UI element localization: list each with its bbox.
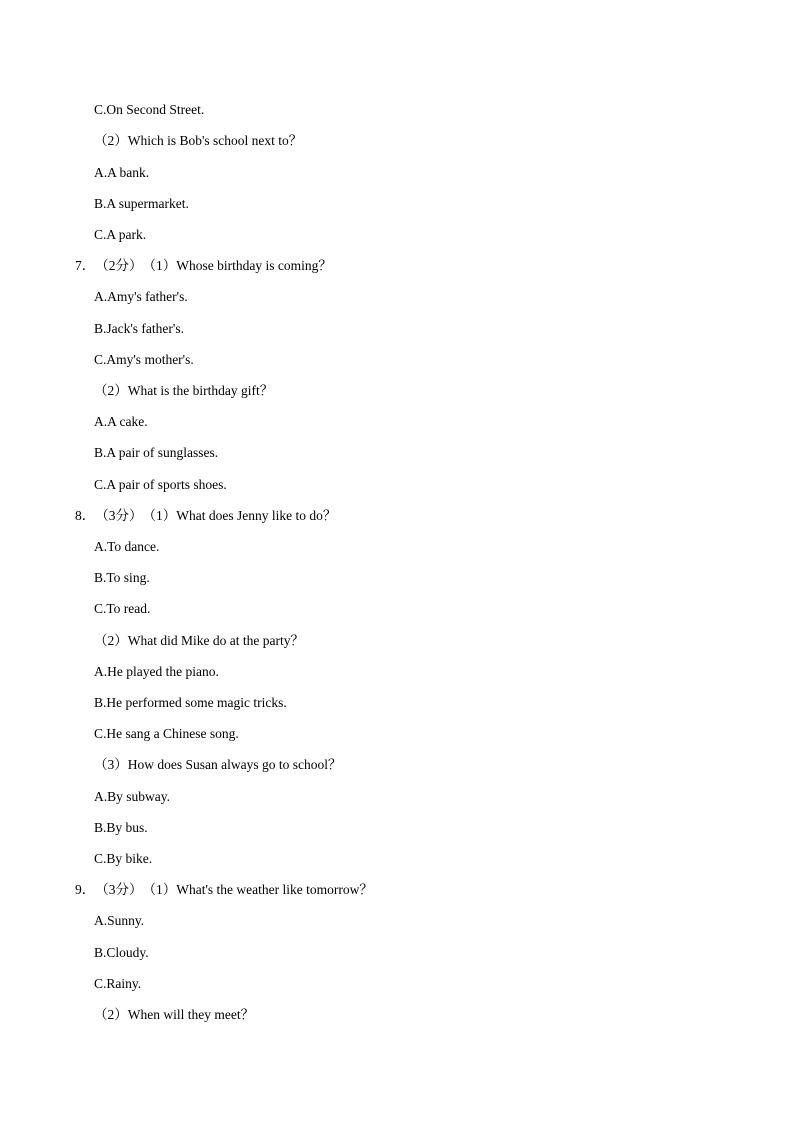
option-a-q9-1: A.Sunny. [94, 913, 145, 928]
option-c-q8-2: C.He sang a Chinese song. [94, 726, 239, 741]
question-8-heading [75, 507, 336, 525]
option-c-q7-2: C.A pair of sports shoes. [94, 477, 227, 492]
option-b-q7-1: B.Jack's father's. [94, 321, 184, 336]
option-c-q6-1: C.On Second Street. [94, 102, 205, 117]
question-number: 8． [75, 508, 96, 523]
option-a-q8-3: A.By subway. [94, 789, 170, 804]
question-9-part-1: （1）What's the weather like tomorrow？ [142, 882, 373, 897]
option-b-q9-1: B.Cloudy. [94, 945, 149, 960]
question-score: （2分） [95, 258, 143, 273]
option-b-q6-2: B.A supermarket. [94, 196, 189, 211]
option-a-q7-1: A.Amy's father's. [94, 289, 188, 304]
question-8-part-2: （2）What did Mike do at the party？ [94, 633, 304, 648]
question-7-heading [75, 257, 332, 275]
option-a-q8-1: A.To dance. [94, 539, 160, 554]
option-a-q8-2: A.He played the piano. [94, 664, 219, 679]
question-score: （3分） [95, 882, 143, 897]
option-b-q8-2: B.He performed some magic tricks. [94, 695, 287, 710]
option-c-q8-3: C.By bike. [94, 851, 153, 866]
option-b-q7-2: B.A pair of sunglasses. [94, 445, 219, 460]
question-score: （3分） [95, 508, 143, 523]
question-6-part-2: （2）Which is Bob's school next to？ [94, 133, 303, 148]
option-b-q8-1: B.To sing. [94, 570, 150, 585]
option-c-q8-1: C.To read. [94, 601, 151, 616]
question-8-part-3: （3）How does Susan always go to school？ [94, 757, 342, 772]
question-9-part-2: （2）When will they meet？ [94, 1007, 255, 1022]
question-7-part-1: （1）Whose birthday is coming？ [142, 258, 332, 273]
question-number: 9． [75, 882, 96, 897]
question-8-part-1: （1）What does Jenny like to do？ [142, 508, 337, 523]
option-b-q8-3: B.By bus. [94, 820, 148, 835]
option-a-q6-2: A.A bank. [94, 165, 150, 180]
option-a-q7-2: A.A cake. [94, 414, 148, 429]
option-c-q7-1: C.Amy's mother's. [94, 352, 194, 367]
question-number: 7． [75, 258, 96, 273]
question-7-part-2: （2）What is the birthday gift？ [94, 383, 274, 398]
option-c-q6-2: C.A park. [94, 227, 147, 242]
option-c-q9-1: C.Rainy. [94, 976, 142, 991]
question-9-heading [75, 881, 373, 899]
